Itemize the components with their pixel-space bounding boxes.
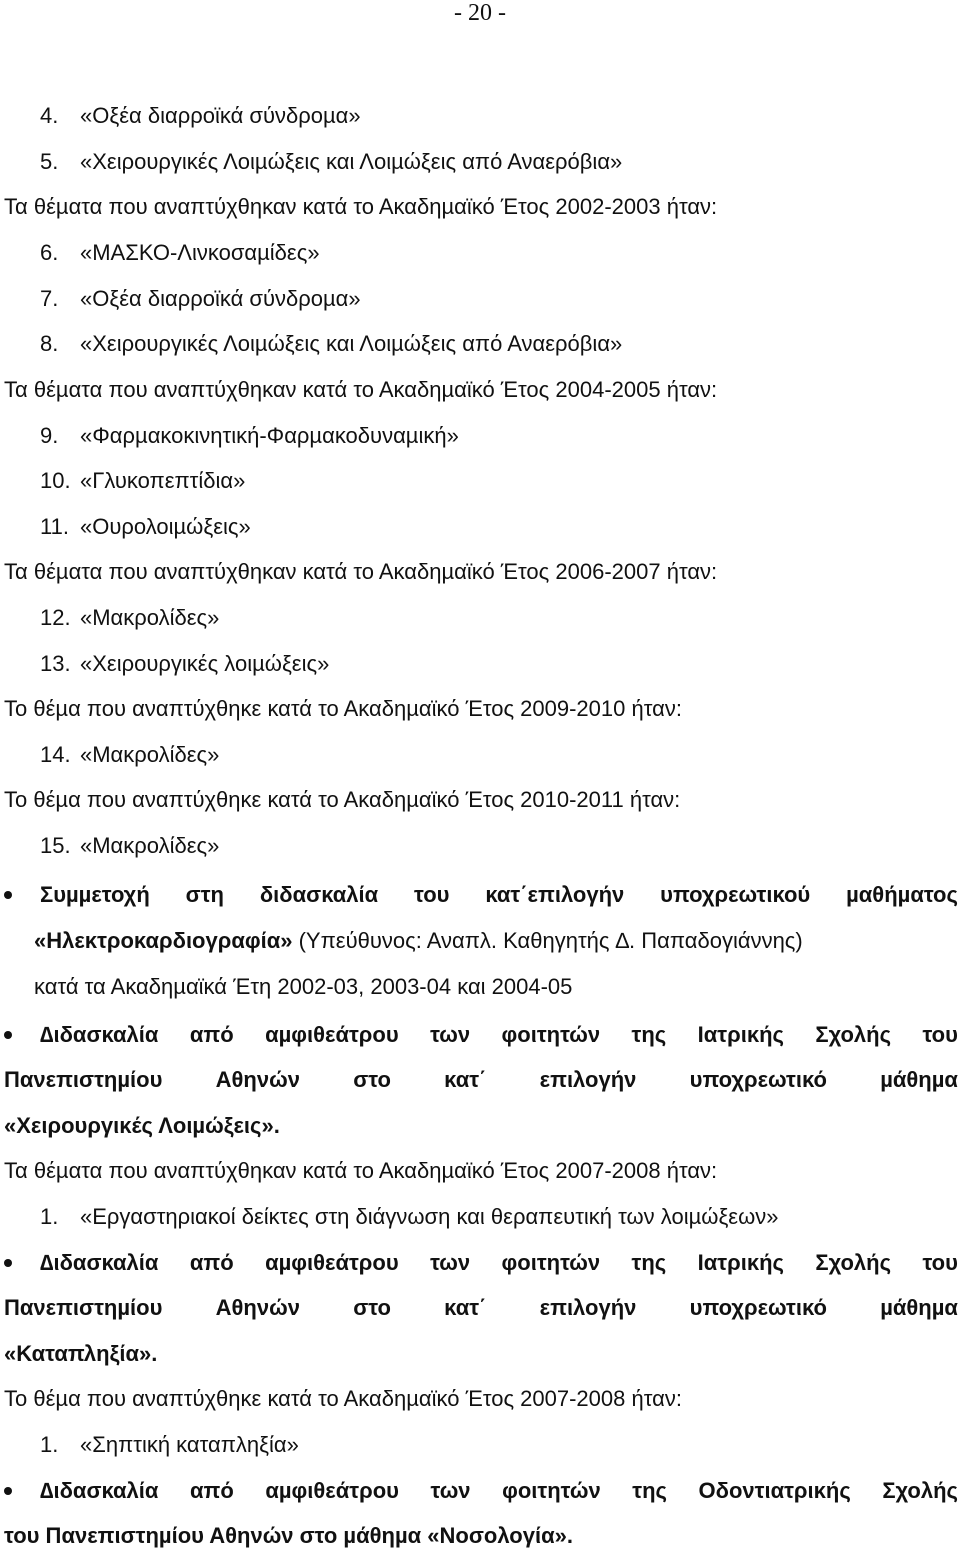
bullet-marker	[4, 1259, 12, 1267]
section-heading: Τα θέµατα που αναπτύχθηκαν κατά το Ακαδηµαϊκό Έτος 2004-2005 ήταν:	[4, 377, 718, 402]
bullet-line: ∆ιδασκαλία από αµφιθεάτρου των φοιτητών της Ιατρικής Σχολής του	[40, 1022, 958, 1047]
bullet-line: ∆ιδασκαλία από αµφιθεάτρου των φοιτητών της Οδοντιατρικής Σχολής	[40, 1478, 958, 1503]
bullet-line: «Καταπληξία».	[4, 1341, 158, 1366]
list-item: 15. «Μακρολίδες»	[40, 833, 220, 858]
section-heading: Τα θέµατα που αναπτύχθηκαν κατά το Ακαδηµαϊκό Έτος 2006-2007 ήταν:	[4, 559, 718, 584]
section-heading: Το θέµα που αναπτύχθηκε κατά το Ακαδηµαϊκό Έτος 2007-2008 ήταν:	[4, 1386, 682, 1411]
list-item: 11. «Ουρολοιµώξεις»	[40, 514, 251, 539]
section-heading: Τα θέµατα που αναπτύχθηκαν κατά το Ακαδηµαϊκό Έτος 2002-2003 ήταν:	[4, 194, 718, 219]
bullet-line: Πανεπιστηµίου Αθηνών στο κατ΄ επιλογήν υποχρεωτικό µάθηµα	[4, 1067, 958, 1092]
list-item: 12. «Μακρολίδες»	[40, 605, 220, 630]
bullet-line: Πανεπιστηµίου Αθηνών στο κατ΄ επιλογήν υποχρεωτικό µάθηµα	[4, 1295, 958, 1320]
bullet-line: κατά τα Ακαδηµαϊκά Έτη 2002-03, 2003-04 και 2004-05	[34, 974, 573, 999]
bullet-marker	[4, 1031, 12, 1039]
list-item: 5. «Χειρουργικές Λοιµώξεις και Λοιµώξεις από Αναερόβια»	[40, 149, 623, 174]
bullet-marker	[4, 891, 12, 899]
page-number: - 20 -	[454, 0, 506, 26]
list-item: 10. «Γλυκοπεπτίδια»	[40, 468, 246, 493]
bullet-line: «Χειρουργικές Λοιµώξεις».	[4, 1113, 280, 1138]
list-item: 9. «Φαρµακοκινητική-Φαρµακοδυναµική»	[40, 423, 459, 448]
list-item: 1. «Σηπτική καταπληξία»	[40, 1432, 299, 1457]
bullet-line: Συµµετοχή στη διδασκαλία του κατ΄επιλογήν υποχρεωτικού µαθήµατος	[40, 882, 958, 907]
bullet-marker	[4, 1487, 12, 1495]
bullet-line: «Ηλεκτροκαρδιογραφία» (Υπεύθυνος: Αναπλ. Καθηγητής ∆. Παπαδογιάννης)	[34, 928, 803, 953]
list-item: 4. «Οξέα διαρροϊκά σύνδροµα»	[40, 103, 361, 128]
section-heading: Το θέµα που αναπτύχθηκε κατά το Ακαδηµαϊκό Έτος 2010-2011 ήταν:	[4, 787, 681, 812]
bullet-line: του Πανεπιστηµίου Αθηνών στο µάθηµα «Νοσολογία».	[4, 1523, 573, 1548]
list-item: 6. «ΜΑΣΚΟ-Λινκοσαµίδες»	[40, 240, 320, 265]
list-item: 14. «Μακρολίδες»	[40, 742, 220, 767]
section-heading: Τα θέµατα που αναπτύχθηκαν κατά το Ακαδηµαϊκό Έτος 2007-2008 ήταν:	[4, 1158, 718, 1183]
list-item: 1. «Εργαστηριακοί δείκτες στη διάγνωση και θεραπευτική των λοιµώξεων»	[40, 1204, 779, 1229]
section-heading: Το θέµα που αναπτύχθηκε κατά το Ακαδηµαϊκό Έτος 2009-2010 ήταν:	[4, 696, 682, 721]
list-item: 13. «Χειρουργικές λοιµώξεις»	[40, 651, 330, 676]
list-item: 8. «Χειρουργικές Λοιµώξεις και Λοιµώξεις από Αναερόβια»	[40, 331, 623, 356]
bullet-line: ∆ιδασκαλία από αµφιθεάτρου των φοιτητών της Ιατρικής Σχολής του	[40, 1250, 958, 1275]
list-item: 7. «Οξέα διαρροϊκά σύνδροµα»	[40, 286, 361, 311]
